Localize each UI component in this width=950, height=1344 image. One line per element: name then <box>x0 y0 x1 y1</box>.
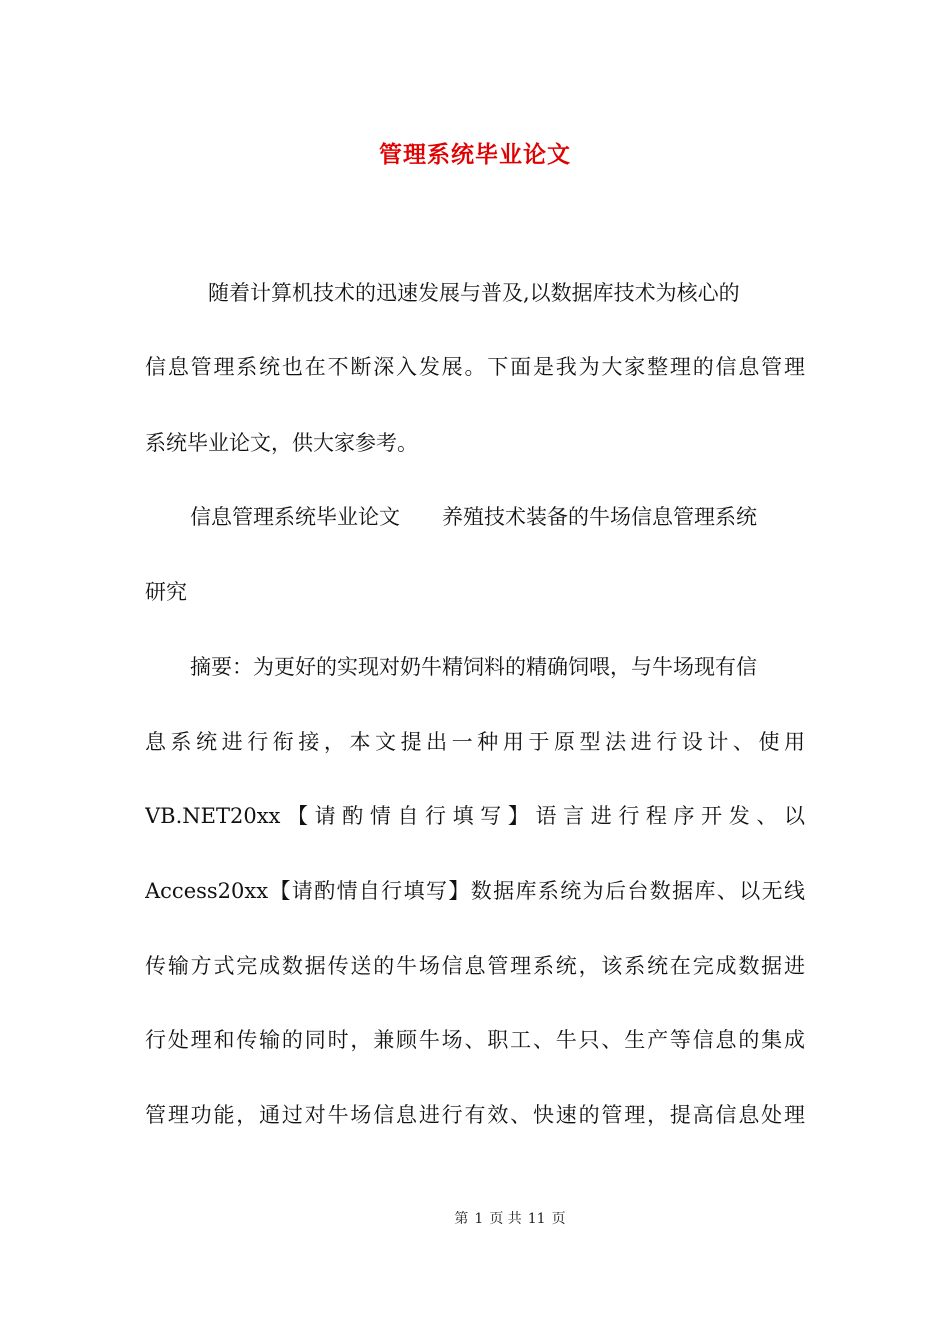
paragraph-line: Access20xx【请酌情自行填写】数据库系统为后台数据库、以无线 <box>145 879 805 903</box>
paragraph-line: 信息管理系统毕业论文 养殖技术装备的牛场信息管理系统 <box>190 505 757 529</box>
paragraph-line: 管理功能，通过对牛场信息进行有效、快速的管理，提高信息处理 <box>145 1103 805 1127</box>
footer-prefix: 第 <box>454 1211 469 1227</box>
paragraph-line: 系统毕业论文，供大家参考。 <box>145 431 418 455</box>
paragraph-line: 传输方式完成数据传送的牛场信息管理系统，该系统在完成数据进 <box>145 954 805 978</box>
footer-middle: 页 共 <box>489 1211 522 1227</box>
page-number: 1 <box>474 1211 484 1227</box>
paragraph-line: 研究 <box>145 580 187 604</box>
paragraph-line: VB.NET20xx【请酌情自行填写】语言进行程序开发、以 <box>145 804 805 828</box>
page-footer <box>0 1208 950 1228</box>
page-total: 11 <box>527 1211 546 1227</box>
footer-suffix: 页 <box>551 1211 566 1227</box>
paragraph-line: 信息管理系统也在不断深入发展。下面是我为大家整理的信息管理 <box>145 355 805 379</box>
paragraph-line: 摘要：为更好的实现对奶牛精饲料的精确饲喂，与牛场现有信 <box>190 655 757 679</box>
paragraph-line: 随着计算机技术的迅速发展与普及,以数据库技术为核心的 <box>208 281 740 305</box>
paragraph-line: 行处理和传输的同时，兼顾牛场、职工、牛只、生产等信息的集成 <box>145 1028 805 1052</box>
paragraph-line: 息系统进行衔接，本文提出一种用于原型法进行设计、使用 <box>145 730 805 754</box>
document-title: 管理系统毕业论文 <box>379 141 571 168</box>
